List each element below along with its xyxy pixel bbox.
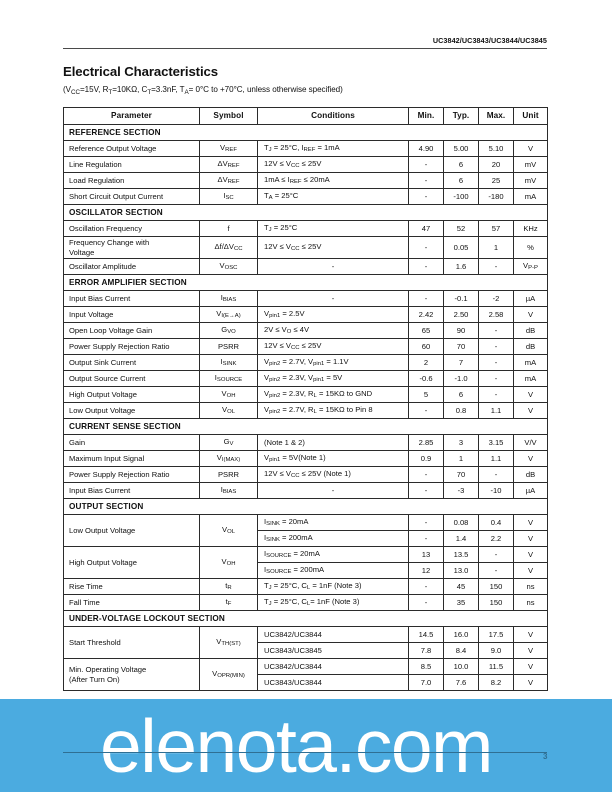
cell-typ: 45 xyxy=(444,579,479,595)
cell-min: - xyxy=(409,531,444,547)
cell-unit: µA xyxy=(514,483,548,499)
cell-typ: -1.0 xyxy=(444,371,479,387)
table-header-row xyxy=(64,108,548,125)
cell-max: 5.10 xyxy=(479,141,514,157)
table-row xyxy=(64,173,548,189)
cell-unit: V xyxy=(514,643,548,659)
cell-typ: 7 xyxy=(444,355,479,371)
cell-unit: µA xyxy=(514,291,548,307)
cell-max: - xyxy=(479,259,514,275)
cell-conditions: $T_J = 25^\circ C$, $C_L = 1nF$ (Note 3) xyxy=(258,579,409,595)
table-row xyxy=(64,189,548,205)
cell-parameter: High Output Voltage xyxy=(64,387,200,403)
cell-conditions: $12V \le V_{CC} \le 25V$ xyxy=(258,237,409,259)
table-row xyxy=(64,547,548,563)
cell-conditions: $12V \le V_{CC} \le 25V$ (Note 1) xyxy=(258,467,409,483)
cell-unit: $V_{P-P}$ xyxy=(514,259,548,275)
cell-conditions: $V_{pin2} = 2.3V$, $R_L = 15K\Omega$ to GND xyxy=(258,387,409,403)
cell-min: - xyxy=(409,259,444,275)
cell-symbol: $V_{OH}$ xyxy=(200,387,258,403)
cell-unit: V/V xyxy=(514,435,548,451)
section-header-row xyxy=(64,275,548,291)
cell-conditions: - xyxy=(258,259,409,275)
cell-symbol: $I_{BIAS}$ xyxy=(200,483,258,499)
column-header-symbol: Symbol xyxy=(200,108,258,125)
cell-max: - xyxy=(479,563,514,579)
cell-symbol: $G_V$ xyxy=(200,435,258,451)
cell-typ: 6 xyxy=(444,173,479,189)
cell-typ: 16.0 xyxy=(444,627,479,643)
cell-symbol: $V_{REF}$ xyxy=(200,141,258,157)
cell-min: - xyxy=(409,237,444,259)
cell-unit: V xyxy=(514,675,548,691)
table-row xyxy=(64,515,548,531)
cell-max: 57 xyxy=(479,221,514,237)
column-header-conditions: Conditions xyxy=(258,108,409,125)
cell-max: - xyxy=(479,339,514,355)
cell-symbol: $I_{BIAS}$ xyxy=(200,291,258,307)
cell-conditions: (Note 1 & 2) xyxy=(258,435,409,451)
cell-unit: mV xyxy=(514,157,548,173)
cell-symbol: f xyxy=(200,221,258,237)
cell-max: 3.15 xyxy=(479,435,514,451)
cell-conditions: $I_{SINK} = 20mA$ xyxy=(258,515,409,531)
cell-min: 0.9 xyxy=(409,451,444,467)
cell-symbol: $G_{VO}$ xyxy=(200,323,258,339)
cell-unit: ns xyxy=(514,579,548,595)
cell-conditions: $V_{pin2} = 2.7V$, $V_{pin1} = 1.1V$ xyxy=(258,355,409,371)
cell-unit: dB xyxy=(514,323,548,339)
cell-parameter: Start Threshold xyxy=(64,627,200,659)
cell-typ: 13.0 xyxy=(444,563,479,579)
cell-conditions: UC3842/UC3844 xyxy=(258,627,409,643)
part-number-list: UC3842/UC3843/UC3844/UC3845 xyxy=(432,36,547,45)
cell-max: - xyxy=(479,371,514,387)
cell-min: 7.8 xyxy=(409,643,444,659)
table-row xyxy=(64,483,548,499)
cell-max: -2 xyxy=(479,291,514,307)
cell-typ: 1.6 xyxy=(444,259,479,275)
cell-parameter: Output Source Current xyxy=(64,371,200,387)
table-row xyxy=(64,627,548,643)
column-header-typ: Typ. xyxy=(444,108,479,125)
cell-min: 2.85 xyxy=(409,435,444,451)
header-divider xyxy=(63,48,547,49)
section-title-reference: REFERENCE SECTION xyxy=(64,125,548,141)
cell-max: 11.5 xyxy=(479,659,514,675)
table-row xyxy=(64,291,548,307)
cell-conditions: $T_A = 25^\circ C$ xyxy=(258,189,409,205)
cell-min: - xyxy=(409,157,444,173)
cell-unit: V xyxy=(514,627,548,643)
table-row xyxy=(64,157,548,173)
cell-min: 65 xyxy=(409,323,444,339)
cell-min: 14.5 xyxy=(409,627,444,643)
section-header-row xyxy=(64,499,548,515)
cell-max: - xyxy=(479,467,514,483)
table-row xyxy=(64,435,548,451)
cell-max: 2.58 xyxy=(479,307,514,323)
column-header-parameter: Parameter xyxy=(64,108,200,125)
table-row xyxy=(64,339,548,355)
cell-min: - xyxy=(409,579,444,595)
cell-parameter: Reference Output Voltage xyxy=(64,141,200,157)
cell-min: 8.5 xyxy=(409,659,444,675)
cell-conditions: $T_J = 25^\circ C$, $C_L= 1nF$ (Note 3) xyxy=(258,595,409,611)
cell-min: 7.0 xyxy=(409,675,444,691)
cell-typ: 90 xyxy=(444,323,479,339)
cell-parameter: Input Bias Current xyxy=(64,483,200,499)
cell-unit: mA xyxy=(514,355,548,371)
cell-min: 5 xyxy=(409,387,444,403)
cell-conditions: $12V \le V_{CC} \le 25V$ xyxy=(258,157,409,173)
cell-unit: dB xyxy=(514,339,548,355)
section-header-row xyxy=(64,611,548,627)
cell-parameter: Low Output Voltage xyxy=(64,515,200,547)
cell-typ: 70 xyxy=(444,339,479,355)
cell-typ: 7.6 xyxy=(444,675,479,691)
cell-min: - xyxy=(409,403,444,419)
cell-min: - xyxy=(409,467,444,483)
cell-max: 9.0 xyxy=(479,643,514,659)
cell-unit: V xyxy=(514,563,548,579)
cell-unit: V xyxy=(514,141,548,157)
cell-parameter: Oscillator Amplitude xyxy=(64,259,200,275)
section-header-row xyxy=(64,205,548,221)
table-row xyxy=(64,467,548,483)
cell-symbol: $V_{OPR(MIN)}$ xyxy=(200,659,258,691)
cell-unit: KHz xyxy=(514,221,548,237)
cell-parameter: Gain xyxy=(64,435,200,451)
cell-parameter: Power Supply Rejection Ratio xyxy=(64,339,200,355)
cell-typ: 10.0 xyxy=(444,659,479,675)
cell-conditions: $12V \le V_{CC} \le 25V$ xyxy=(258,339,409,355)
cell-symbol: $I_{SC}$ xyxy=(200,189,258,205)
cell-unit: V xyxy=(514,307,548,323)
cell-max: 1.1 xyxy=(479,403,514,419)
cell-typ: 6 xyxy=(444,157,479,173)
cell-symbol: PSRR xyxy=(200,467,258,483)
cell-min: - xyxy=(409,595,444,611)
cell-conditions: $1mA \le I_{REF} \le 20mA$ xyxy=(258,173,409,189)
cell-parameter: Input Bias Current xyxy=(64,291,200,307)
cell-min: 47 xyxy=(409,221,444,237)
cell-symbol: $I_{SINK}$ xyxy=(200,355,258,371)
cell-typ: 35 xyxy=(444,595,479,611)
cell-typ: 8.4 xyxy=(444,643,479,659)
cell-unit: V xyxy=(514,387,548,403)
cell-unit: mA xyxy=(514,371,548,387)
cell-parameter: Short Circuit Output Current xyxy=(64,189,200,205)
page-number: 3 xyxy=(543,752,548,761)
cell-typ: -3 xyxy=(444,483,479,499)
cell-typ: 2.50 xyxy=(444,307,479,323)
section-title-current-sense: CURRENT SENSE SECTION xyxy=(64,419,548,435)
table-row xyxy=(64,237,548,259)
cell-typ: 5.00 xyxy=(444,141,479,157)
cell-conditions: $V_{pin2} = 2.3V$, $V_{pin1} = 5V$ xyxy=(258,371,409,387)
cell-symbol: $V_{OSC}$ xyxy=(200,259,258,275)
cell-max: 150 xyxy=(479,595,514,611)
cell-parameter: Frequency Change with Voltage xyxy=(64,237,200,259)
cell-symbol: $V_{OL}$ xyxy=(200,403,258,419)
cell-parameter: Fall Time xyxy=(64,595,200,611)
cell-max: - xyxy=(479,323,514,339)
cell-typ: 1.4 xyxy=(444,531,479,547)
cell-typ: 70 xyxy=(444,467,479,483)
cell-unit: dB xyxy=(514,467,548,483)
cell-conditions: $T_J = 25^\circ C$, $I_{REF} = 1mA$ xyxy=(258,141,409,157)
cell-conditions: $I_{SINK} = 200mA$ xyxy=(258,531,409,547)
cell-max: -180 xyxy=(479,189,514,205)
cell-max: 20 xyxy=(479,157,514,173)
cell-max: -10 xyxy=(479,483,514,499)
page-title: Electrical Characteristics xyxy=(63,64,219,79)
cell-parameter: Open Loop Voltage Gain xyxy=(64,323,200,339)
cell-min: - xyxy=(409,291,444,307)
section-header-row xyxy=(64,125,548,141)
table-row xyxy=(64,221,548,237)
cell-max: 0.4 xyxy=(479,515,514,531)
section-title-uvlo: UNDER-VOLTAGE LOCKOUT SECTION xyxy=(64,611,548,627)
cell-conditions: - xyxy=(258,291,409,307)
page-header xyxy=(63,36,547,49)
cell-max: - xyxy=(479,547,514,563)
cell-typ: -100 xyxy=(444,189,479,205)
table-row xyxy=(64,659,548,675)
cell-min: - xyxy=(409,189,444,205)
cell-unit: mV xyxy=(514,173,548,189)
cell-symbol: $\Delta f/\Delta V_{CC}$ xyxy=(200,237,258,259)
table-row xyxy=(64,307,548,323)
cell-symbol: $\Delta V_{REF}$ xyxy=(200,173,258,189)
cell-parameter: Low Output Voltage xyxy=(64,403,200,419)
table-row xyxy=(64,403,548,419)
table-row xyxy=(64,451,548,467)
cell-typ: 0.05 xyxy=(444,237,479,259)
cell-min: 2.42 xyxy=(409,307,444,323)
table-row xyxy=(64,371,548,387)
cell-max: 8.2 xyxy=(479,675,514,691)
cell-typ: 52 xyxy=(444,221,479,237)
cell-symbol: $V_{TH(ST)}$ xyxy=(200,627,258,659)
cell-symbol: $I_{SOURCE}$ xyxy=(200,371,258,387)
column-header-unit: Unit xyxy=(514,108,548,125)
test-conditions-subtitle: ($V_{CC}=15V$, $R_T=10K\Omega$, $C_T=3.3nF$, $T_A= 0^\circ C$ to +70°C, unless otherwise specified) xyxy=(63,85,343,96)
cell-parameter: Rise Time xyxy=(64,579,200,595)
cell-conditions: $V_{pin2} = 2.7V$, $R_L = 15K\Omega$ to Pin 8 xyxy=(258,403,409,419)
cell-typ: 6 xyxy=(444,387,479,403)
cell-min: - xyxy=(409,483,444,499)
cell-unit: mA xyxy=(514,189,548,205)
cell-min: 12 xyxy=(409,563,444,579)
cell-symbol: $V_{I(MAX)}$ xyxy=(200,451,258,467)
cell-parameter: Power Supply Rejection Ratio xyxy=(64,467,200,483)
section-title-error-amplifier: ERROR AMPLIFIER SECTION xyxy=(64,275,548,291)
cell-unit: V xyxy=(514,659,548,675)
cell-symbol: $V_{I(E\to A)}$ xyxy=(200,307,258,323)
cell-symbol: $t_F$ xyxy=(200,595,258,611)
cell-unit: V xyxy=(514,451,548,467)
table-row xyxy=(64,259,548,275)
cell-unit: V xyxy=(514,403,548,419)
electrical-characteristics-table xyxy=(63,107,548,691)
cell-min: 60 xyxy=(409,339,444,355)
cell-max: 25 xyxy=(479,173,514,189)
cell-max: 2.2 xyxy=(479,531,514,547)
cell-min: -0.6 xyxy=(409,371,444,387)
cell-min: - xyxy=(409,173,444,189)
table-row xyxy=(64,355,548,371)
cell-symbol: $V_{OL}$ xyxy=(200,515,258,547)
cell-parameter: Min. Operating Voltage (After Turn On) xyxy=(64,659,200,691)
cell-typ: 1 xyxy=(444,451,479,467)
cell-min: 2 xyxy=(409,355,444,371)
cell-max: 17.5 xyxy=(479,627,514,643)
section-header-row xyxy=(64,419,548,435)
cell-unit: V xyxy=(514,515,548,531)
cell-conditions: UC3842/UC3844 xyxy=(258,659,409,675)
cell-conditions: UC3843/UC3844 xyxy=(258,675,409,691)
cell-conditions: UC3843/UC3845 xyxy=(258,643,409,659)
cell-parameter: Line Regulation xyxy=(64,157,200,173)
table-row xyxy=(64,595,548,611)
cell-symbol: $\Delta V_{REF}$ xyxy=(200,157,258,173)
cell-typ: 13.5 xyxy=(444,547,479,563)
cell-symbol: $t_R$ xyxy=(200,579,258,595)
cell-typ: 0.08 xyxy=(444,515,479,531)
cell-unit: V xyxy=(514,547,548,563)
cell-unit: ns xyxy=(514,595,548,611)
cell-max: 1.1 xyxy=(479,451,514,467)
table-row xyxy=(64,387,548,403)
cell-min: - xyxy=(409,515,444,531)
cell-max: - xyxy=(479,387,514,403)
cell-symbol: $V_{OH}$ xyxy=(200,547,258,579)
cell-parameter: Oscillation Frequency xyxy=(64,221,200,237)
cell-unit: V xyxy=(514,531,548,547)
cell-typ: 0.8 xyxy=(444,403,479,419)
cell-conditions: $V_{pin1}$ = 5V(Note 1) xyxy=(258,451,409,467)
table-row xyxy=(64,141,548,157)
watermark-text: elenota.com xyxy=(99,703,493,788)
cell-max: 150 xyxy=(479,579,514,595)
cell-typ: 3 xyxy=(444,435,479,451)
cell-min: 13 xyxy=(409,547,444,563)
cell-conditions: $T_J = 25^\circ C$ xyxy=(258,221,409,237)
column-header-max: Max. xyxy=(479,108,514,125)
table-row xyxy=(64,323,548,339)
column-header-min: Min. xyxy=(409,108,444,125)
section-title-output: OUTPUT SECTION xyxy=(64,499,548,515)
cell-conditions: - xyxy=(258,483,409,499)
cell-parameter: Output Sink Current xyxy=(64,355,200,371)
cell-min: 4.90 xyxy=(409,141,444,157)
cell-conditions: $V_{pin1} = 2.5V$ xyxy=(258,307,409,323)
cell-conditions: $I_{SOURCE} = 200mA$ xyxy=(258,563,409,579)
cell-symbol: PSRR xyxy=(200,339,258,355)
cell-max: - xyxy=(479,355,514,371)
cell-typ: -0.1 xyxy=(444,291,479,307)
section-title-oscillator: OSCILLATOR SECTION xyxy=(64,205,548,221)
table-row xyxy=(64,579,548,595)
cell-parameter: High Output Voltage xyxy=(64,547,200,579)
cell-max: 1 xyxy=(479,237,514,259)
cell-parameter: Maximum Input Signal xyxy=(64,451,200,467)
cell-parameter: Load Regulation xyxy=(64,173,200,189)
footer-divider xyxy=(63,752,547,753)
cell-parameter: Input Voltage xyxy=(64,307,200,323)
cell-unit: % xyxy=(514,237,548,259)
cell-conditions: $2V \le V_O \le 4V$ xyxy=(258,323,409,339)
cell-conditions: $I_{SOURCE} = 20mA$ xyxy=(258,547,409,563)
